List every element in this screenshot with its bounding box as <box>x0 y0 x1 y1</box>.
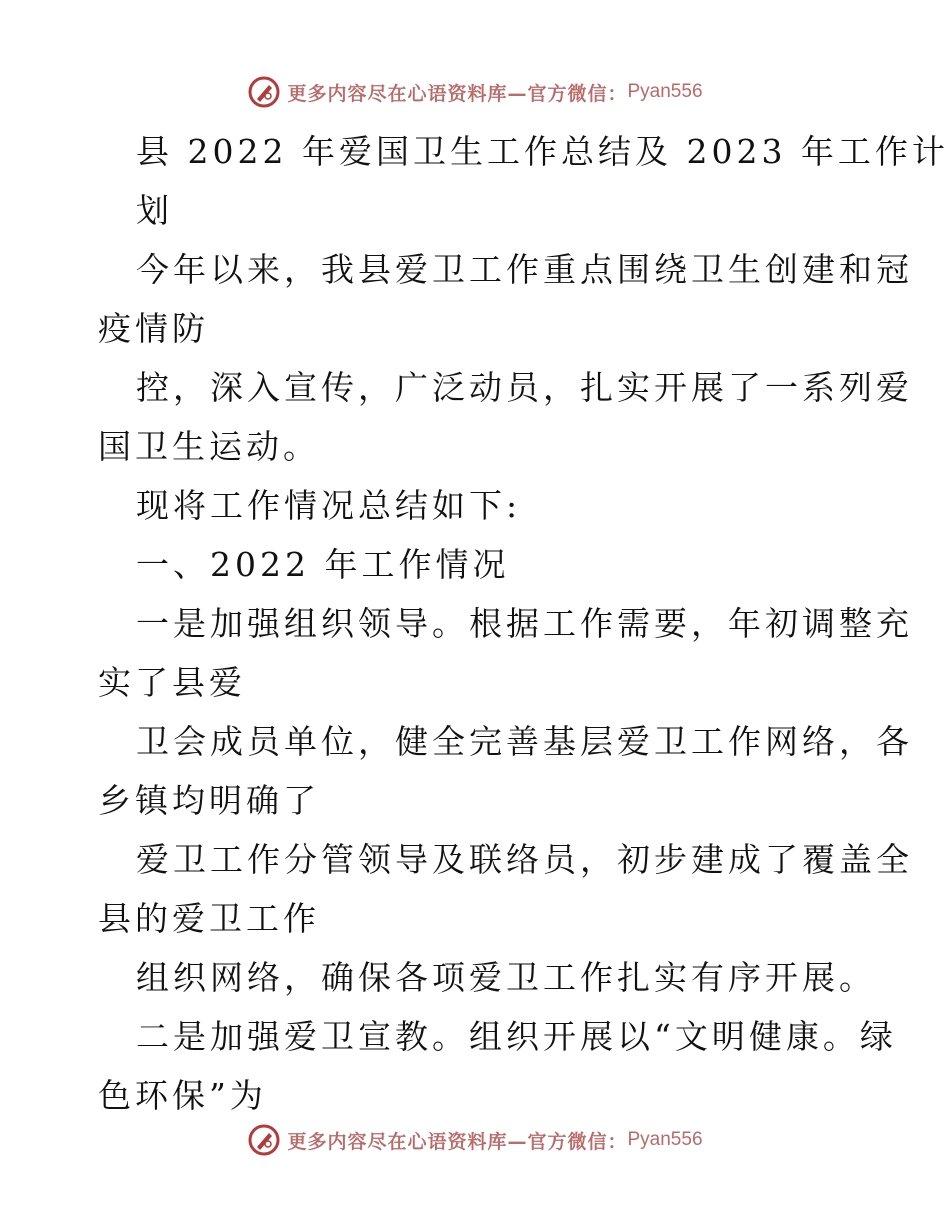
watermark-contact: Pyan556 <box>627 81 703 102</box>
pen-seal-logo-icon <box>247 1123 281 1157</box>
document-title-line: 县 2022 年爱国卫生工作总结及 2023 年工作计 <box>136 132 949 171</box>
paragraph-line: 卫会成员单位，健全完善基层爱卫工作网络，各 <box>136 722 913 761</box>
paragraph-line: 现将工作情况总结如下: <box>136 486 522 525</box>
paragraph-line: 乡镇均明确了 <box>98 781 320 820</box>
paragraph-line: 色环保”为 <box>98 1076 267 1115</box>
paragraph-line: 一是加强组织领导。根据工作需要，年初调整充 <box>136 604 913 643</box>
paragraph-line: 国卫生运动。 <box>98 427 320 466</box>
paragraph-line: 今年以来，我县爱卫工作重点围绕卫生创建和冠 <box>136 250 913 289</box>
watermark-header <box>0 72 950 112</box>
paragraph-line: 实了县爱 <box>98 663 246 702</box>
watermark-contact: Pyan556 <box>627 1129 703 1150</box>
paragraph-line: 疫情防 <box>98 309 209 348</box>
paragraph-line: 二是加强爱卫宣教。组织开展以“文明健康。绿 <box>136 1017 897 1056</box>
paragraph-line: 爱卫工作分管领导及联络员，初步建成了覆盖全 <box>136 840 913 879</box>
paragraph-line: 县的爱卫工作 <box>98 899 320 938</box>
document-title-line: 划 <box>136 191 173 230</box>
watermark-footer <box>0 1120 950 1160</box>
paragraph-line: 控，深入宣传，广泛动员，扎实开展了一系列爱 <box>136 368 913 407</box>
document-body <box>98 122 949 1125</box>
paragraph-line: 组织网络，确保各项爱卫工作扎实有序开展。 <box>136 958 876 997</box>
watermark-text: 更多内容尽在心语资料库—官方微信： <box>287 1130 628 1153</box>
section-heading: 一、2022 年工作情况 <box>136 545 510 584</box>
watermark-text: 更多内容尽在心语资料库—官方微信： <box>287 82 628 105</box>
pen-seal-logo-icon <box>247 75 281 109</box>
